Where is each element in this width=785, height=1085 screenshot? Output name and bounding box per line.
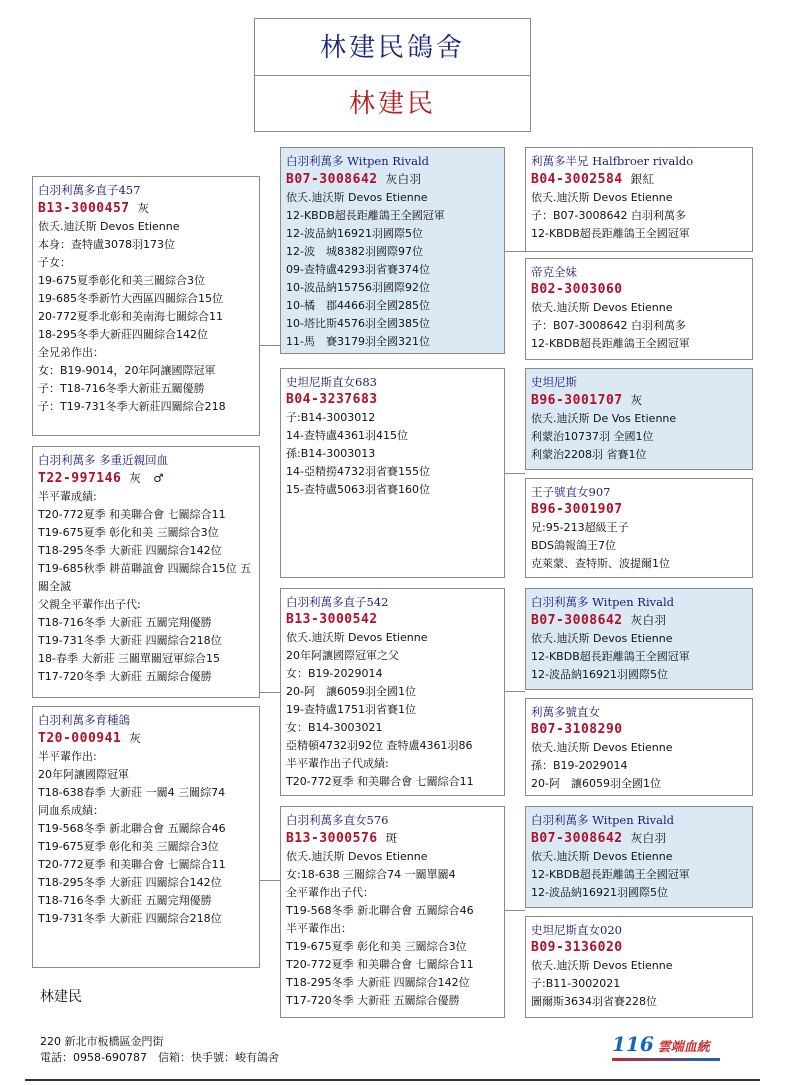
connector [505, 251, 525, 252]
record-line: 20年阿讓國際冠軍之父 [286, 649, 399, 662]
record-line: 半平輩作出: [38, 750, 97, 763]
ring-number-row [38, 469, 254, 488]
connector [260, 880, 280, 881]
subject-box[interactable] [32, 176, 260, 436]
connector [260, 692, 280, 693]
record-line: T18-716冬季 大新莊 五關完翔優勝 [38, 894, 212, 907]
record-line: 利蒙治10737羽 全國1位 [531, 430, 654, 443]
record-line: T20-772夏季 和美聯合會 七關綜合11 [38, 508, 226, 521]
ring-number: T22-997146 [38, 471, 122, 486]
record-line: 19-675夏季彰化和美三關綜合3位 [38, 274, 205, 287]
record-line: 依夭.迪沃斯 Devos Etienne [531, 191, 673, 204]
record-line: 19-查特盧1751羽省賽1位 [286, 703, 416, 716]
record-line: 12-波品納16921羽國際5位 [286, 227, 423, 240]
record-line: 依夭.迪沃斯 Devos Etienne [286, 191, 428, 204]
ring-number-row [531, 939, 747, 957]
record-line: 克萊蒙、查特斯、波提爾1位 [531, 557, 670, 570]
connector [505, 473, 525, 474]
record-line: 半平輩作出： [286, 922, 352, 935]
record-line: T19-675夏季 彰化和美 三關綜合3位 [286, 940, 467, 953]
feather-color: 灰白羽 [630, 831, 667, 845]
connector [260, 345, 280, 346]
record-line: 20年阿讓國際冠軍 [38, 768, 129, 781]
ring-number-row [38, 729, 254, 748]
record-line: 全兄弟作出： [38, 346, 104, 359]
record-line: 10-塔比斯4576羽全國385位 [286, 317, 430, 330]
record-line: 20-阿 讓6059羽全國1位 [531, 777, 661, 790]
bird-name: 王子號直女907 [531, 485, 611, 499]
record-line: 12-波品納16921羽國際5位 [531, 886, 668, 899]
sire-dam-box[interactable] [525, 258, 753, 360]
record-line: 半平輩作出子代成績: [286, 757, 389, 770]
record-line: 依夭.迪沃斯 Devos Etienne [531, 850, 673, 863]
feather-color: 銀紅 [630, 172, 655, 186]
record-line: 19-685冬季新竹大西區四關綜合15位 [38, 292, 223, 305]
ring-number: B13-3000576 [286, 831, 378, 846]
ring-number-row [286, 611, 499, 629]
ring-number: B07-3008642 [531, 831, 623, 846]
record-line: 女：B14-3003021 [286, 721, 383, 734]
record-line: T18-295冬季 大新莊 四關綜合142位 [38, 876, 222, 889]
ring-number-row [531, 611, 747, 630]
record-line: 依夭.迪沃斯 Devos Etienne [286, 631, 428, 644]
sibling-box-2[interactable] [32, 706, 260, 968]
record-line: 孫：B19-2029014 [531, 759, 628, 772]
record-line: T18-638春季 大新莊 一關4 三關綜74 [38, 786, 226, 799]
feather-color: 灰白羽 [630, 613, 667, 627]
bird-name: 白羽利萬多直女576 [286, 813, 389, 827]
record-line: T20-772夏季 和美聯合會 七關綜合11 [38, 858, 226, 871]
record-line: 12-KBDB超長距離鴿王全國冠軍 [531, 868, 690, 881]
bird-name: 白羽利萬多直子457 [38, 183, 141, 197]
record-line: 全平輩作出子代： [286, 886, 374, 899]
mate-4-dam-box[interactable] [525, 916, 753, 1018]
record-line: 依夭.迪沃斯 Devos Etienne [531, 632, 673, 645]
ring-number: B13-3000457 [38, 201, 130, 216]
record-line: T19-731冬季 大新莊 四關綜合218位 [38, 912, 222, 925]
record-line: 18-295冬季大新莊四關綜合142位 [38, 328, 208, 341]
ring-number: B07-3008642 [286, 172, 378, 187]
record-line: 子女： [38, 256, 71, 269]
record-line: 12-KBDB超長距離鴿王全國冠軍 [531, 650, 690, 663]
bird-name: 史坦尼斯直女683 [286, 375, 377, 389]
record-line: 18-春季 大新莊 三關單關冠軍綜合15 [38, 652, 220, 665]
record-line: 12-波 城8382羽國際97位 [286, 245, 423, 258]
feather-color: 灰 ♂ [129, 471, 165, 485]
logo-underline [612, 1058, 720, 1061]
record-line: 12-波品納16921羽國際5位 [531, 668, 668, 681]
record-line: 14-亞精撈4732羽省賽155位 [286, 465, 430, 478]
owner-name: 林建民 [348, 89, 436, 119]
record-line: 依夭.迪沃斯 Devos Etienne [286, 850, 428, 863]
record-line: 依夭.迪沃斯 De Vos Etienne [531, 412, 677, 425]
record-line: 依夭.迪沃斯 Devos Etienne [531, 959, 673, 972]
feather-color: 灰 [630, 393, 643, 407]
ring-number: B04-3237683 [286, 392, 378, 407]
record-line: 12-KBDB超長距離鴿王全國冠軍 [531, 227, 690, 240]
record-line: 女:18-638 三關綜合74 一關單關4 [286, 868, 456, 881]
mate-box-4[interactable] [280, 806, 505, 1018]
record-line: 依夭.迪沃斯 Devos Etienne [531, 741, 673, 754]
record-line: 15-查特盧5063羽省賽160位 [286, 483, 430, 496]
record-line: 12-KBDB超長距離鴿王全國冠軍 [531, 337, 690, 350]
connector [505, 691, 525, 692]
ring-number: B07-3108290 [531, 722, 623, 737]
record-line: T18-295冬季 大新莊 四關綜合142位 [38, 544, 222, 557]
ring-number: T20-000941 [38, 731, 122, 746]
feather-color: 灰 [129, 731, 142, 745]
record-line: 孫:B14-3003013 [286, 447, 376, 460]
mate-3-dam-box[interactable] [525, 698, 753, 796]
bird-name: 利萬多號直女 [531, 705, 600, 719]
bird-name: 白羽利萬多直子542 [286, 595, 389, 609]
record-line: 子：B07-3008642 白羽利萬多 [531, 319, 686, 332]
bottom-rule [25, 1079, 760, 1081]
ring-number: B09-3136020 [531, 940, 623, 955]
record-line: 10-橘 郡4466羽全國285位 [286, 299, 430, 312]
record-line: T17-720冬季 大新莊 五關綜合優勝 [38, 670, 212, 683]
record-line: 子：B07-3008642 白羽利萬多 [531, 209, 686, 222]
record-line: T19-568冬季 新北聯合會 五關綜合46 [38, 822, 226, 835]
record-line: BDS鴿報鴿王7位 [531, 539, 616, 552]
record-line: T19-675夏季 彰化和美 三關綜合3位 [38, 840, 219, 853]
record-line: 14-查特盧4361羽415位 [286, 429, 408, 442]
bird-name: 帝克全妹 [531, 265, 577, 279]
record-line: 20-772夏季北彰和美南海七關綜合11 [38, 310, 223, 323]
ring-number-row [286, 829, 499, 848]
sire-box[interactable] [280, 147, 505, 354]
ring-number: B07-3008642 [531, 613, 623, 628]
record-line: 20-阿 讓6059羽全國1位 [286, 685, 416, 698]
bird-name: 白羽利萬多 Witpen Rivald [286, 154, 430, 168]
bird-name: 白羽利萬多育種鴿 [38, 713, 130, 727]
ring-number: B02-3003060 [531, 282, 623, 297]
bird-name: 史坦尼斯 [531, 375, 577, 389]
record-line: 子:B11-3002021 [531, 977, 621, 990]
dam-box[interactable] [280, 368, 505, 578]
record-line: 兄:95-213超級王子 [531, 521, 629, 534]
sibling-box-1[interactable] [32, 446, 260, 698]
ring-number: B04-3002584 [531, 172, 623, 187]
mate-4-sire-box[interactable] [525, 806, 753, 908]
bird-name: 白羽利萬多 多重近親回血 [38, 453, 169, 467]
contact: 電話：0958-690787 信箱：快手號：峻有鴿舍 [40, 1051, 279, 1064]
brand-logo[interactable] [612, 1032, 710, 1056]
sire-sire-box[interactable] [525, 147, 753, 252]
ring-number-row [286, 391, 499, 409]
record-line: 09-查特盧4293羽省賽374位 [286, 263, 430, 276]
record-line: T17-720冬季 大新莊 五關綜合優勝 [286, 994, 460, 1007]
record-line: T18-295冬季 大新莊 四關綜合142位 [286, 976, 470, 989]
bird-name: 利萬多半兄 Halfbroer rivaldo [531, 154, 694, 168]
bird-name: 白羽利萬多 Witpen Rivald [531, 813, 675, 827]
record-line: 女：B19-2029014 [286, 667, 383, 680]
record-line: 父親全平輩作出子代: [38, 598, 141, 611]
feather-color: 斑 [385, 831, 398, 845]
record-line: T19-731冬季 大新莊 四關綜合218位 [38, 634, 222, 647]
ring-number: B96-3001707 [531, 393, 623, 408]
mate-box-3[interactable] [280, 588, 505, 796]
logo-text: 雲端血統 [657, 1040, 710, 1055]
record-line: 子：T19-731冬季大新莊四關綜合218 [38, 400, 226, 413]
record-line: T19-685秋季 耕苗聯誼會 四關綜合15位 五關全滅 [38, 562, 252, 593]
record-line: 依夭.迪沃斯 Devos Etienne [38, 220, 180, 233]
record-line: T20-772夏季 和美聯合會 七關綜合11 [286, 775, 474, 788]
record-line: 依夭.迪沃斯 Devos Etienne [531, 301, 673, 314]
dam-dam-box[interactable] [525, 478, 753, 578]
feather-color: 灰白羽 [385, 172, 422, 186]
ring-number-row [286, 170, 499, 189]
record-line: 子：T18-716冬季大新莊五關優勝 [38, 382, 205, 395]
ring-number-row [531, 281, 747, 299]
ring-number-row [531, 501, 747, 519]
record-line: 圖爾斯3634羽省賽228位 [531, 995, 657, 1008]
dam-sire-box[interactable] [525, 368, 753, 470]
ring-number-row [38, 199, 254, 218]
record-line: 利蒙治2208羽 省賽1位 [531, 448, 647, 461]
record-line: 11-馬 賽3179羽全國321位 [286, 335, 430, 348]
record-line: 子:B14-3003012 [286, 411, 376, 424]
loft-name: 林建民鴿舍 [255, 19, 530, 76]
footer-owner: 林建民 [40, 989, 82, 1005]
record-line: 本身：查特盧3078羽173位 [38, 238, 175, 251]
bird-name: 白羽利萬多 Witpen Rivald [531, 595, 675, 609]
record-line: 10-波品納15756羽國際92位 [286, 281, 430, 294]
record-line: T19-568冬季 新北聯合會 五關綜合46 [286, 904, 474, 917]
logo-number: 116 [612, 1032, 654, 1056]
mate-3-sire-box[interactable] [525, 588, 753, 690]
bird-name: 史坦尼斯直女020 [531, 923, 622, 937]
ring-number-row [531, 391, 747, 410]
record-line: 亞精頓4732羽92位 查特盧4361羽86 [286, 739, 473, 752]
record-line: 女：B19-9014，20年阿讓國際冠軍 [38, 364, 216, 377]
record-line: 半平輩成績: [38, 490, 97, 503]
footer-address-block [40, 1034, 279, 1066]
feather-color: 灰 [137, 201, 150, 215]
ring-number: B13-3000542 [286, 612, 378, 627]
record-line: T19-675夏季 彰化和美 三關綜合3位 [38, 526, 219, 539]
ring-number-row [531, 170, 747, 189]
title-box [254, 18, 531, 132]
address: 220 新北市板橋區金門街 [40, 1035, 164, 1048]
ring-number-row [531, 721, 747, 739]
ring-number-row [531, 829, 747, 848]
record-line: 12-KBDB超長距離鴿王全國冠軍 [286, 209, 445, 222]
connector [505, 910, 525, 911]
ring-number: B96-3001907 [531, 502, 623, 517]
record-line: 同血系成績： [38, 804, 104, 817]
record-line: T18-716冬季 大新莊 五關完翔優勝 [38, 616, 212, 629]
record-line: T20-772夏季 和美聯合會 七關綜合11 [286, 958, 474, 971]
